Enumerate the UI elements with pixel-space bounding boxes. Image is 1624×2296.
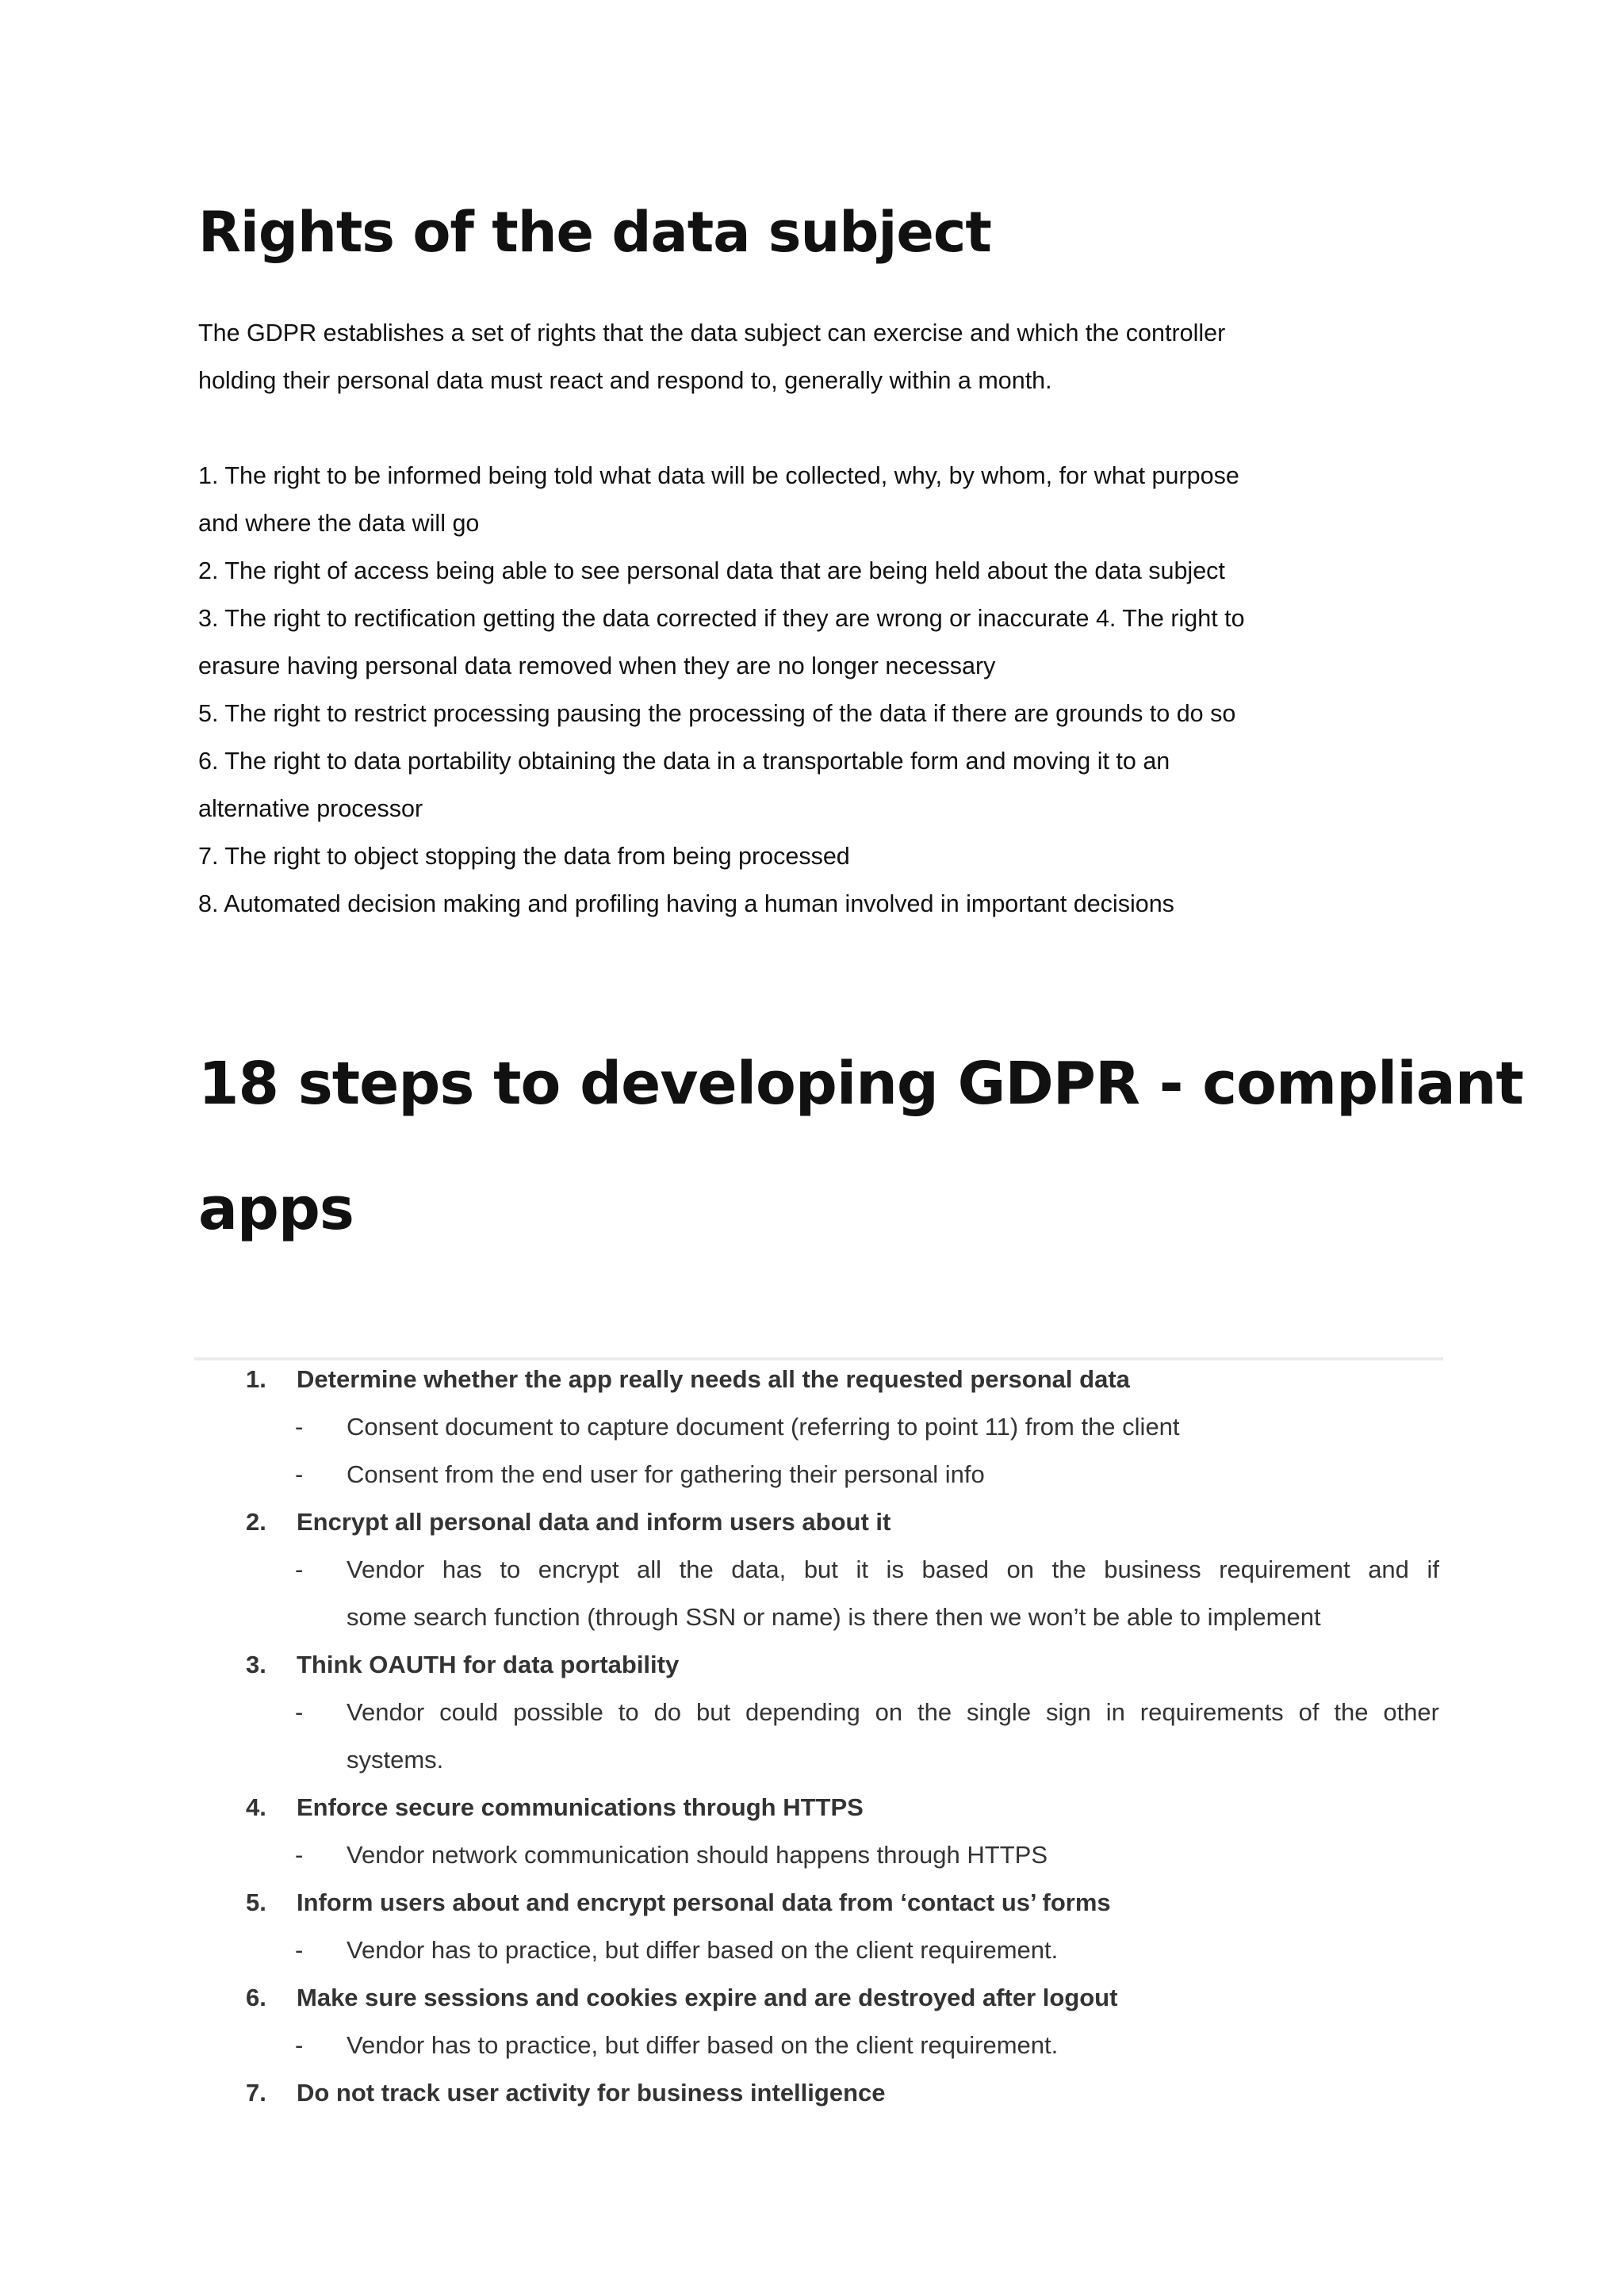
step-item-continued: systems. (347, 1746, 444, 1774)
step-title: Inform users about and encrypt personal data from ‘contact us’ forms (297, 1888, 1111, 1916)
step-number: 5. (246, 1888, 266, 1916)
step-title: Think OAUTH for data portability (297, 1651, 680, 1678)
dash-bullet: - (295, 1413, 304, 1441)
step-title: Do not track user activity for business intelligence (297, 2079, 886, 2107)
dash-bullet: - (295, 1556, 304, 1583)
rights-line: 5. The right to restrict processing pausing the processing of the data if there are grounds to do so (198, 700, 1236, 727)
step-item: Vendor has to practice, but differ based on the client requirement. (347, 1936, 1059, 1964)
section-title-steps-continued: apps (198, 1175, 354, 1243)
rights-line: erasure having personal data removed when they are no longer necessary (198, 652, 996, 679)
step-item: Consent from the end user for gathering their personal info (347, 1460, 985, 1488)
step-number: 2. (246, 1508, 266, 1536)
step-title: Make sure sessions and cookies expire and are destroyed after logout (297, 1984, 1118, 2011)
rights-line: 2. The right of access being able to see personal data that are being held about the data subject (198, 557, 1225, 584)
step-number: 1. (246, 1365, 266, 1393)
step-number: 4. (246, 1793, 266, 1821)
step-item: Consent document to capture document (referring to point 11) from the client (347, 1413, 1180, 1441)
step-item-continued: some search function (through SSN or name) is there then we won’t be able to implement (347, 1603, 1321, 1631)
step-item: Vendor network communication should happens through HTTPS (347, 1841, 1048, 1869)
step-title: Enforce secure communications through HTTPS (297, 1793, 864, 1821)
rights-line: 7. The right to object stopping the data from being processed (198, 843, 850, 870)
step-item: Vendor could possible to do but depending on the single sign in requirements of the other (347, 1698, 1439, 1726)
step-number: 6. (246, 1984, 266, 2011)
step-title: Encrypt all personal data and inform users about it (297, 1508, 891, 1536)
rights-line: and where the data will go (198, 510, 480, 537)
rights-line: 1. The right to be informed being told what data will be collected, why, by whom, for what purpose (198, 462, 1239, 489)
rights-line: alternative processor (198, 795, 423, 822)
step-item: Vendor has to practice, but differ based on the client requirement. (347, 2031, 1059, 2059)
dash-bullet: - (295, 2031, 304, 2059)
dash-bullet: - (295, 1460, 304, 1488)
rights-line: 6. The right to data portability obtaining the data in a transportable form and moving it to an (198, 748, 1170, 775)
step-number: 7. (246, 2079, 266, 2107)
section-title-steps: 18 steps to developing GDPR - compliant (198, 1050, 1523, 1118)
step-item: Vendor has to encrypt all the data, but it is based on the business requirement and if (347, 1556, 1439, 1583)
step-number: 3. (246, 1651, 266, 1678)
rights-line: 8. Automated decision making and profiling having a human involved in important decisions (198, 890, 1174, 917)
intro-line: The GDPR establishes a set of rights that the data subject can exercise and which the controller (198, 320, 1226, 346)
dash-bullet: - (295, 1698, 304, 1726)
dash-bullet: - (295, 1841, 304, 1869)
dash-bullet: - (295, 1936, 304, 1964)
section-title-rights: Rights of the data subject (198, 200, 991, 265)
step-title: Determine whether the app really needs all the requested personal data (297, 1365, 1130, 1393)
rights-line: 3. The right to rectification getting the data corrected if they are wrong or inaccurate 4. The right to (198, 605, 1245, 632)
intro-line: holding their personal data must react and respond to, generally within a month. (198, 367, 1052, 394)
